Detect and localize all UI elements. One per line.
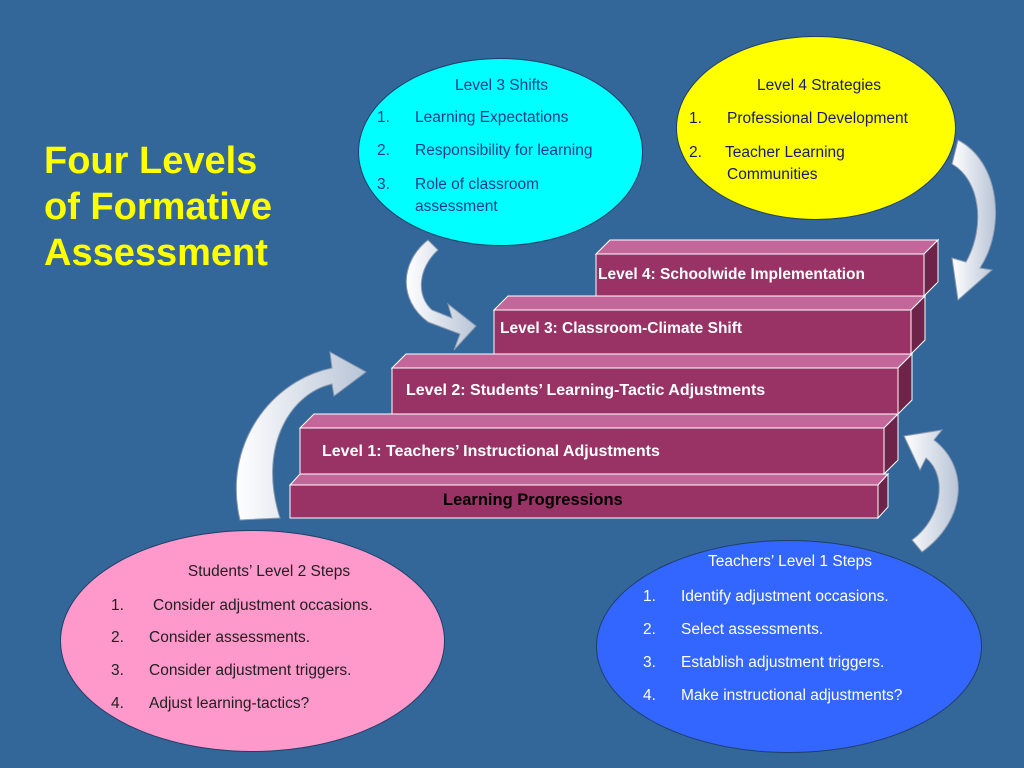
level3-shifts-callout: Level 3 Shifts 1. Learning Expectations 2. Responsibility for learning 3. Role of classroom assessment	[358, 58, 643, 246]
callout-heading: Level 4 Strategies	[756, 77, 882, 94]
level4-strategies-callout: Level 4 Strategies 1. Professional Development 2. Teacher Learning Communities	[676, 36, 956, 220]
step-label-level-2: Level 2: Students’ Learning-Tactic Adjustments	[406, 382, 766, 399]
students-level2-steps-callout: Students’ Level 2 Steps 1. Consider adjustment occasions. 2. Consider assessments. 3. Consider adjustment triggers. 4. Adjust learning-tactics?	[60, 530, 445, 752]
title-line: Four Levels	[44, 140, 258, 182]
title-line: Assessment	[44, 232, 268, 274]
step-label-learning-progressions: Learning Progressions	[443, 491, 623, 509]
teachers-level1-steps-callout: Teachers’ Level 1 Steps 1. Identify adjustment occasions. 2. Select assessments. 3. Establish adjustment triggers. 4. Make instructional adjustments?	[596, 540, 982, 753]
curved-arrow-icon	[952, 140, 996, 300]
list-item-continued: assessment	[415, 198, 498, 215]
callout-heading: Teachers’ Level 1 Steps	[708, 553, 872, 570]
step-label-level-3: Level 3: Classroom-Climate Shift	[500, 320, 743, 337]
step-label-level-4: Level 4: Schoolwide Implementation	[598, 266, 865, 283]
curved-arrow-icon	[406, 240, 476, 350]
callout-heading: Students’ Level 2 Steps	[187, 563, 351, 580]
curved-arrow-icon	[904, 430, 958, 552]
step-label-level-1: Level 1: Teachers’ Instructional Adjustments	[322, 443, 660, 460]
title-line: of Formative	[44, 186, 273, 228]
list-item-continued: Communities	[727, 166, 818, 183]
callout-heading: Level 3 Shifts	[454, 77, 549, 94]
